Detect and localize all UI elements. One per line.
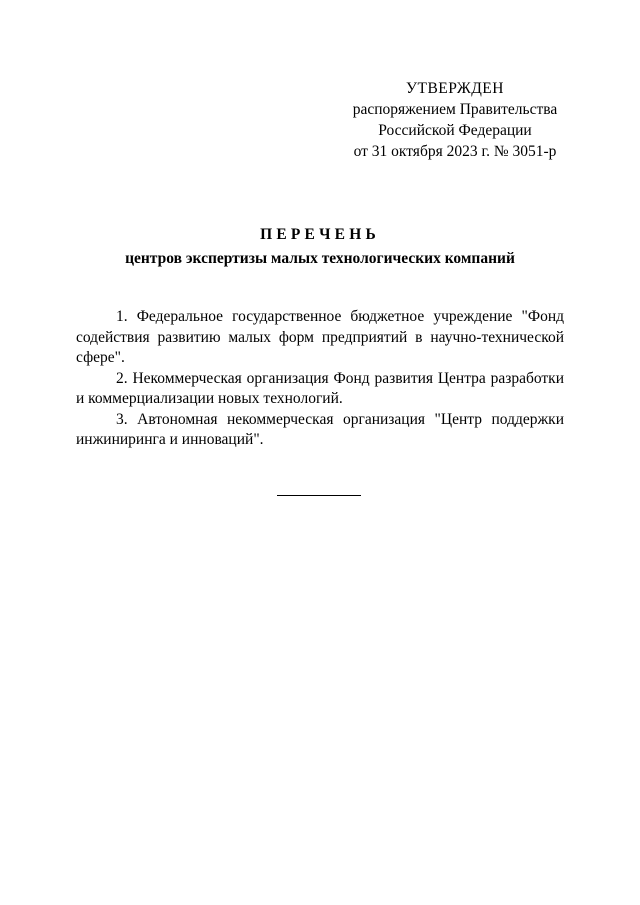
document-subtitle: центров экспертизы малых технологических компаний	[125, 250, 515, 267]
approval-line-1: распоряжением Правительства	[352, 101, 558, 118]
list-item-1	[76, 307, 564, 369]
approval-line-2: Российской Федерации	[378, 122, 532, 139]
approval-block	[330, 78, 580, 162]
item-text-2: Некоммерческая организация Фонд развития Центра разработки и коммерциализации новых технологий.	[76, 369, 565, 407]
item-text-3: Автономная некоммерческая организация "Центр поддержки инжиниринга и инноваций".	[76, 410, 565, 448]
item-list	[76, 307, 564, 451]
approval-line-3: от 31 октября 2023 г. № 3051-р	[353, 143, 557, 160]
list-item-2	[76, 369, 564, 410]
item-number-3: 3.	[116, 410, 128, 428]
list-item-3	[76, 410, 564, 451]
approval-title: УТВЕРЖДЕН	[406, 80, 504, 97]
end-rule-divider	[277, 495, 361, 496]
item-number-1: 1.	[116, 308, 128, 325]
item-text-1: Федеральное государственное бюджетное учреждение "Фонд содействия развитию малых форм предприятий в научно-технической сфере".	[76, 308, 564, 366]
item-number-2: 2.	[116, 369, 128, 387]
document-title: ПЕРЕЧЕНЬ	[260, 226, 380, 243]
